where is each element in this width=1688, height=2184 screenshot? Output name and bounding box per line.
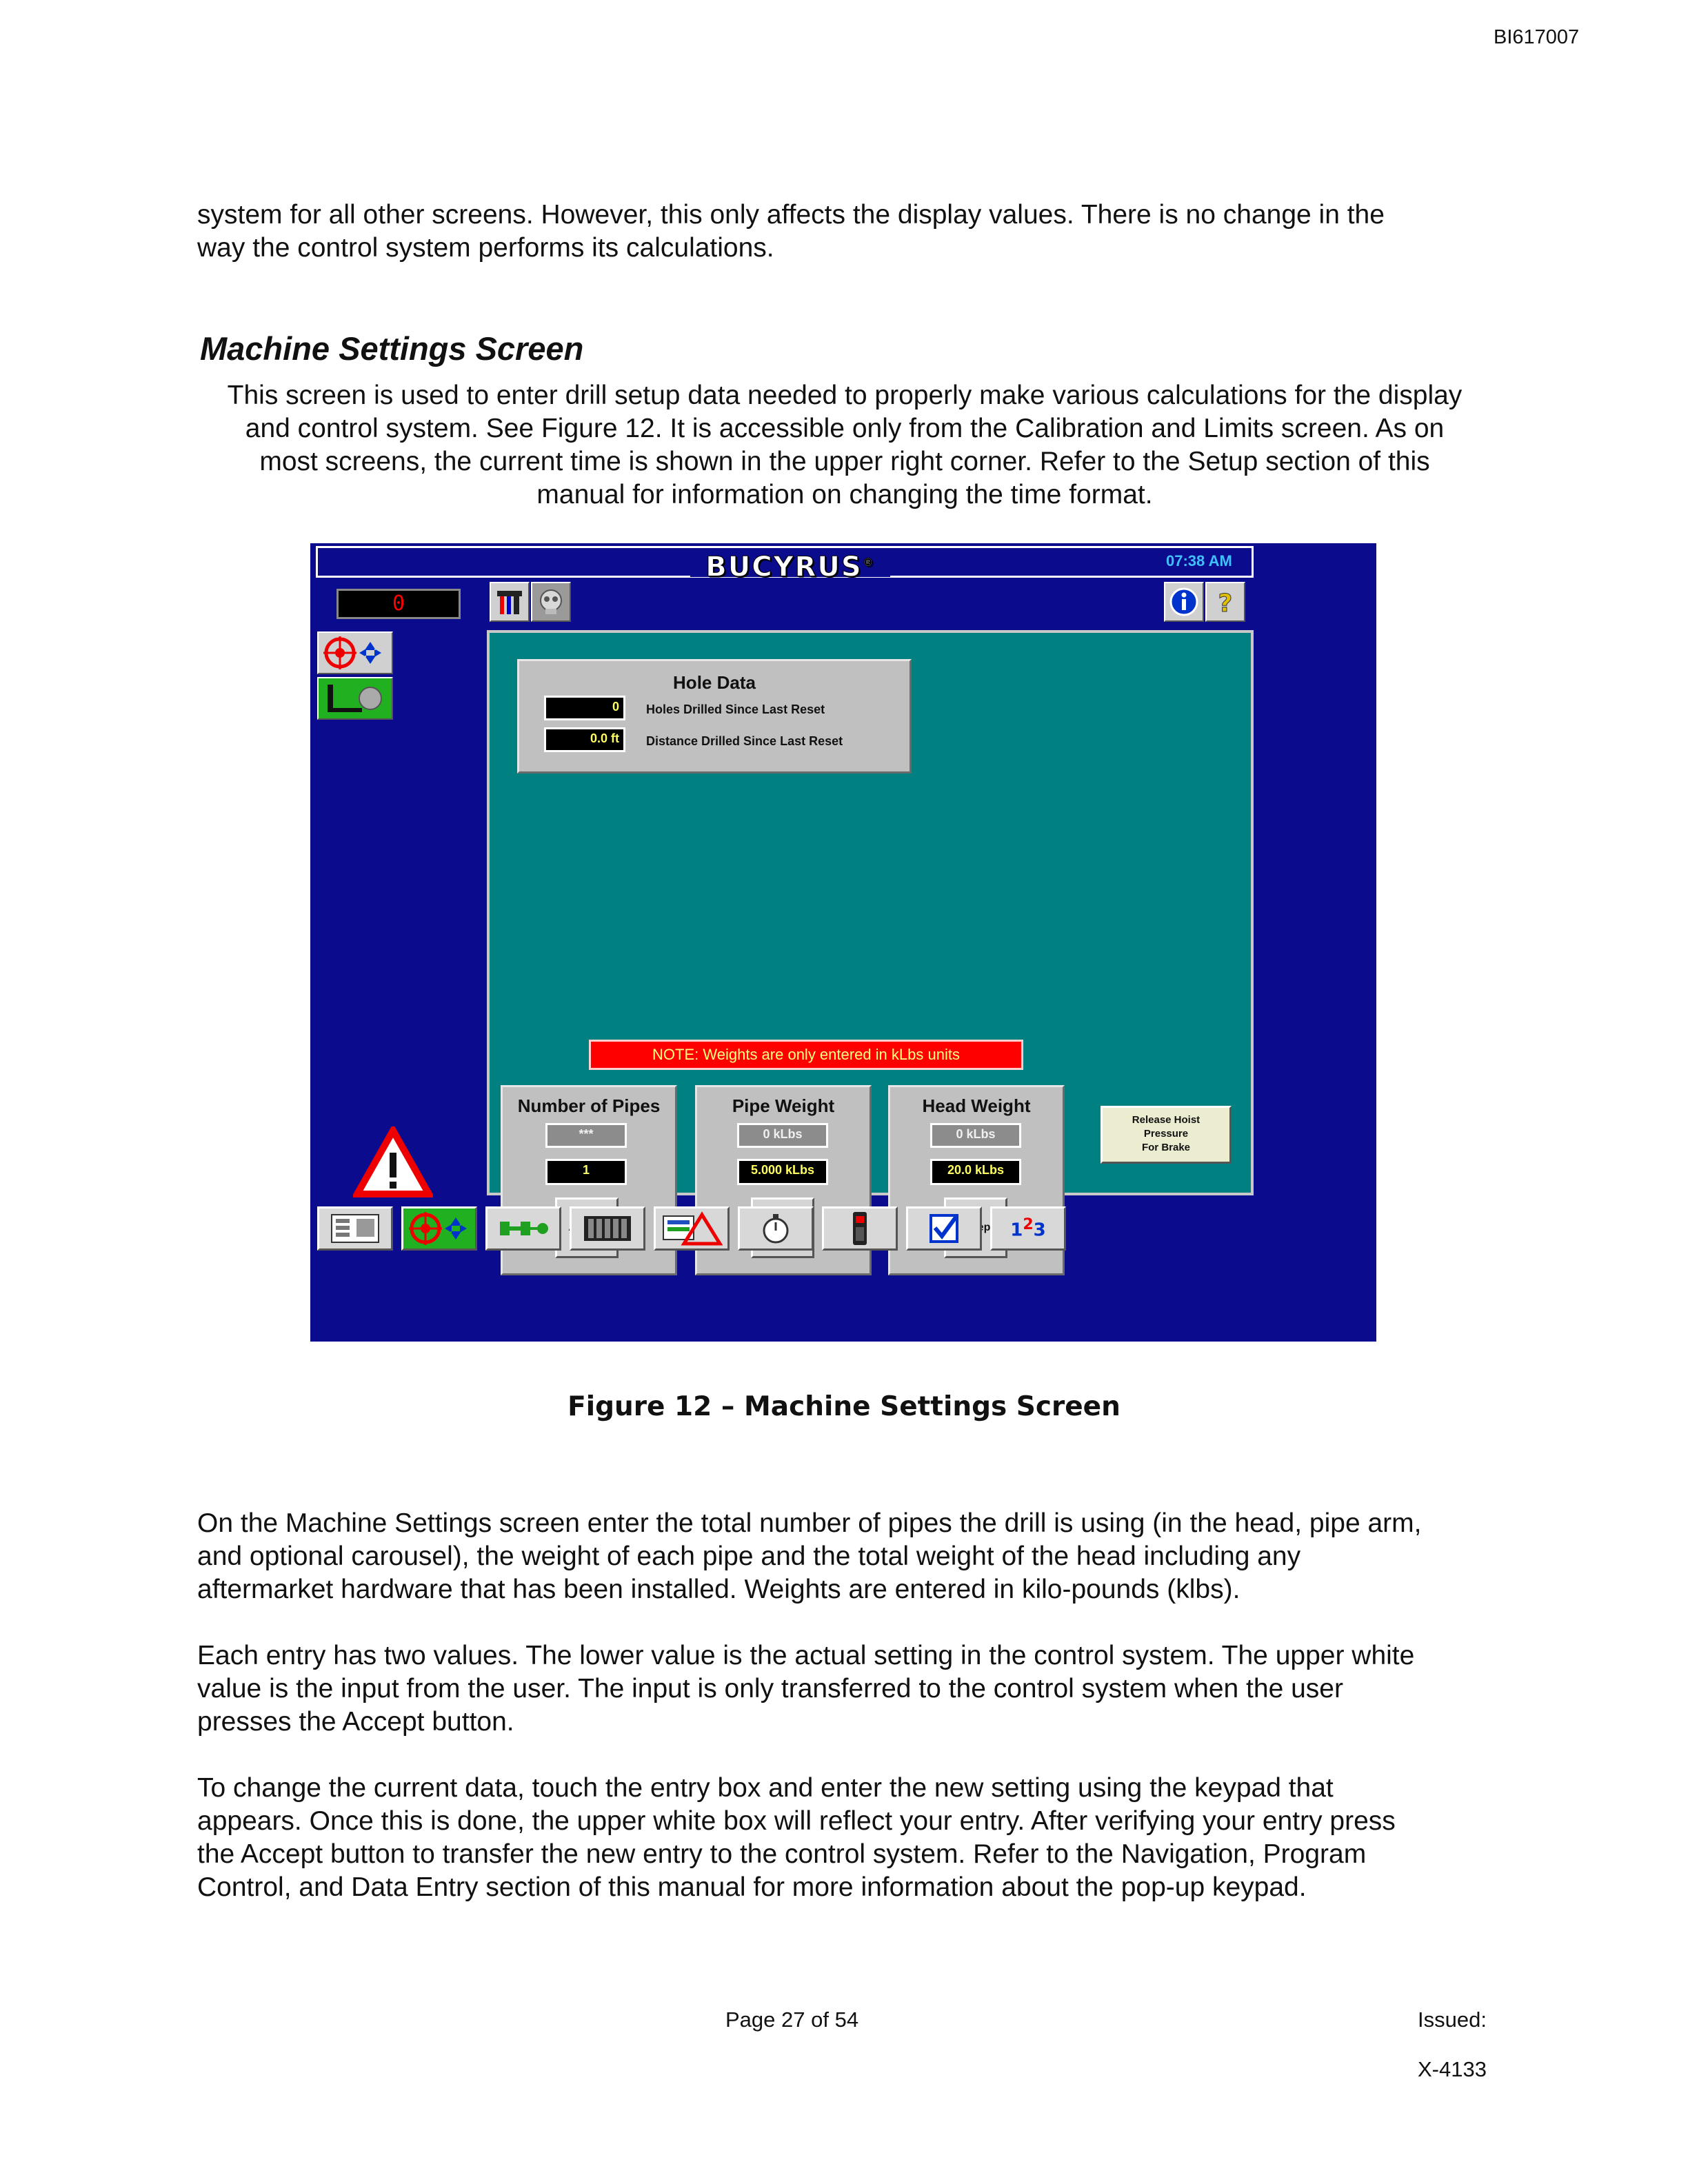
diagnostics-button[interactable] (531, 582, 571, 622)
page-number: Page 27 of 54 (725, 2008, 859, 2032)
drill-rig-button[interactable] (490, 582, 530, 622)
machine-settings-screenshot (310, 543, 1376, 1342)
keypad-icon: $1^23$ (1010, 1216, 1046, 1241)
paragraph-entry-values: Each entry has two values. The lower value is the actual setting in the control system. The upper white value is the input from the user. The input is only transferred to the control system when the user presses the Accept button. (197, 1641, 1415, 1737)
paragraph-machine-settings: On the Machine Settings screen enter the total number of pipes the drill is using (in the head, pipe arm, and optional carousel), the weight of each pipe and the total weight of the head including any aftermarket hardware that has been installed. Weights are entered in kilo-pounds (klbs). (197, 1508, 1422, 1604)
nav-pipe-button[interactable] (485, 1206, 561, 1251)
remote-icon (846, 1211, 874, 1246)
issued-label: Issued: (1418, 2008, 1487, 2032)
clock-display: 07:38 AM (1166, 552, 1232, 569)
help-button[interactable] (1205, 582, 1245, 622)
distance-drilled-value: 0.0 ft (544, 727, 625, 752)
section-intro: This screen is used to enter drill setup data needed to properly make various calculations for the display and control system. See Figure 12. It is accessible only from the Calibration and Limits screen. As on most screens, the current time is shown in the upper right corner. Refer to the Setup section of this manual for information on changing the time format. (227, 381, 1463, 509)
section-heading: Machine Settings Screen (200, 330, 584, 367)
target-button[interactable] (317, 631, 393, 674)
nav-keypad-button[interactable] (990, 1206, 1066, 1251)
document-id: BI617007 (1494, 26, 1580, 48)
head-weight-title: Head Weight (922, 1095, 1031, 1116)
pipe-weight-actual: 5.000 kLbs (737, 1159, 828, 1185)
nav-stopwatch-button[interactable] (738, 1206, 814, 1251)
hole-data-title: Hole Data (673, 672, 756, 693)
figure-caption: Figure 12 – Machine Settings Screen (567, 1391, 1121, 1422)
screen-list-icon (329, 1212, 381, 1245)
pipe-icon (496, 1215, 551, 1242)
paragraph-change-data: To change the current data, touch the entry box and enter the new setting using the keypad that appears. Once this is done, the upper white box will reflect your entry. After verifying your entry press the Accept button to transfer the new entry to the control system. Refer to the Navigation, Program Control, and Data Entry section of this manual for more information about the pop-up keypad. (197, 1773, 1396, 1902)
weight-units-note: NOTE: Weights are only entered in kLbs units (589, 1040, 1023, 1070)
holes-drilled-value: 0 (544, 696, 625, 720)
number-of-pipes-actual: 1 (545, 1159, 627, 1185)
battery-icon (580, 1212, 635, 1245)
number-of-pipes-title: Number of Pipes (517, 1095, 661, 1116)
drill-rig-icon (494, 587, 525, 617)
calibration-icon (661, 1211, 723, 1246)
distance-drilled-label: Distance Drilled Since Last Reset (646, 734, 843, 748)
intro-continuation: system for all other screens. However, this only affects the display values. There is no change in the way the control system performs its calculations. (197, 200, 1385, 263)
nav-calibration-button[interactable] (654, 1206, 730, 1251)
holes-drilled-label: Holes Drilled Since Last Reset (646, 702, 825, 716)
pipe-weight-input[interactable]: 0 kLbs (737, 1123, 828, 1148)
checkbox-icon (927, 1211, 961, 1246)
release-hoist-pressure-button[interactable]: Release Hoist Pressure For Brake (1101, 1106, 1232, 1164)
svg-text:?: ? (1218, 589, 1233, 617)
help-icon (1210, 587, 1240, 617)
nav-battery-button[interactable] (570, 1206, 645, 1251)
nav-target-button[interactable] (401, 1206, 477, 1251)
document-code: X-4133 (1418, 2057, 1487, 2081)
head-weight-actual: 20.0 kLbs (930, 1159, 1021, 1185)
target-nav-icon (405, 1211, 474, 1246)
fault-counter: 0 (336, 589, 461, 619)
target-icon (321, 635, 390, 671)
pipe-weight-title: Pipe Weight (732, 1095, 835, 1116)
operator-button[interactable] (317, 677, 393, 720)
nav-screen-list-button[interactable] (317, 1206, 393, 1251)
warning-button[interactable] (353, 1126, 433, 1198)
nav-checkbox-button[interactable] (906, 1206, 982, 1251)
title-bar (316, 546, 1254, 583)
settings-content-area (487, 630, 1254, 1195)
skull-icon (536, 587, 566, 617)
info-icon (1169, 587, 1199, 617)
operator-icon (321, 680, 390, 716)
stopwatch-icon (758, 1211, 793, 1246)
head-weight-input[interactable]: 0 kLbs (930, 1123, 1021, 1148)
number-of-pipes-input[interactable]: *** (545, 1123, 627, 1148)
hole-data-panel (517, 659, 912, 774)
bucyrus-logo: BUCYRUS® (690, 548, 890, 577)
nav-remote-button[interactable] (822, 1206, 898, 1251)
warning-icon (353, 1126, 433, 1198)
info-button[interactable] (1164, 582, 1204, 622)
